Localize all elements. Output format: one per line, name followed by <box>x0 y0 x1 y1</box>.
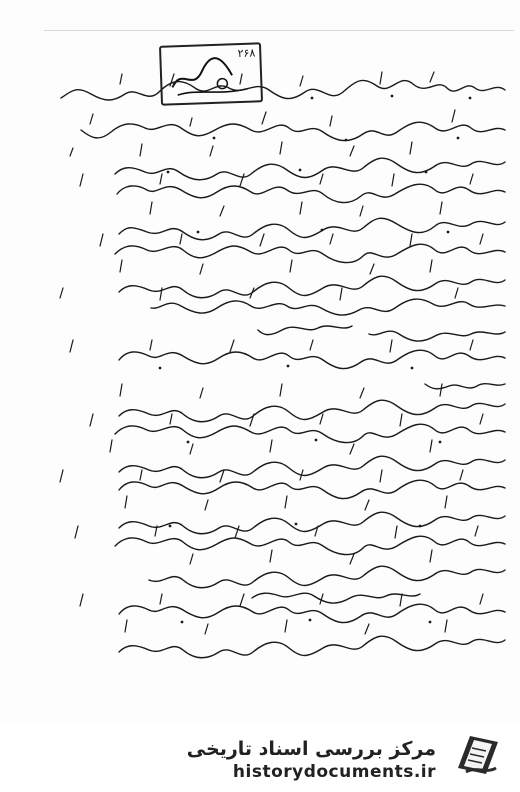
footer-url[interactable]: historydocuments.ir <box>232 762 436 782</box>
document-scroll-logo-icon <box>452 728 504 778</box>
stamp-number: ۲۶۸ <box>237 46 256 61</box>
footer-title: مرکز بررسی اسناد تاریخی <box>186 738 436 760</box>
